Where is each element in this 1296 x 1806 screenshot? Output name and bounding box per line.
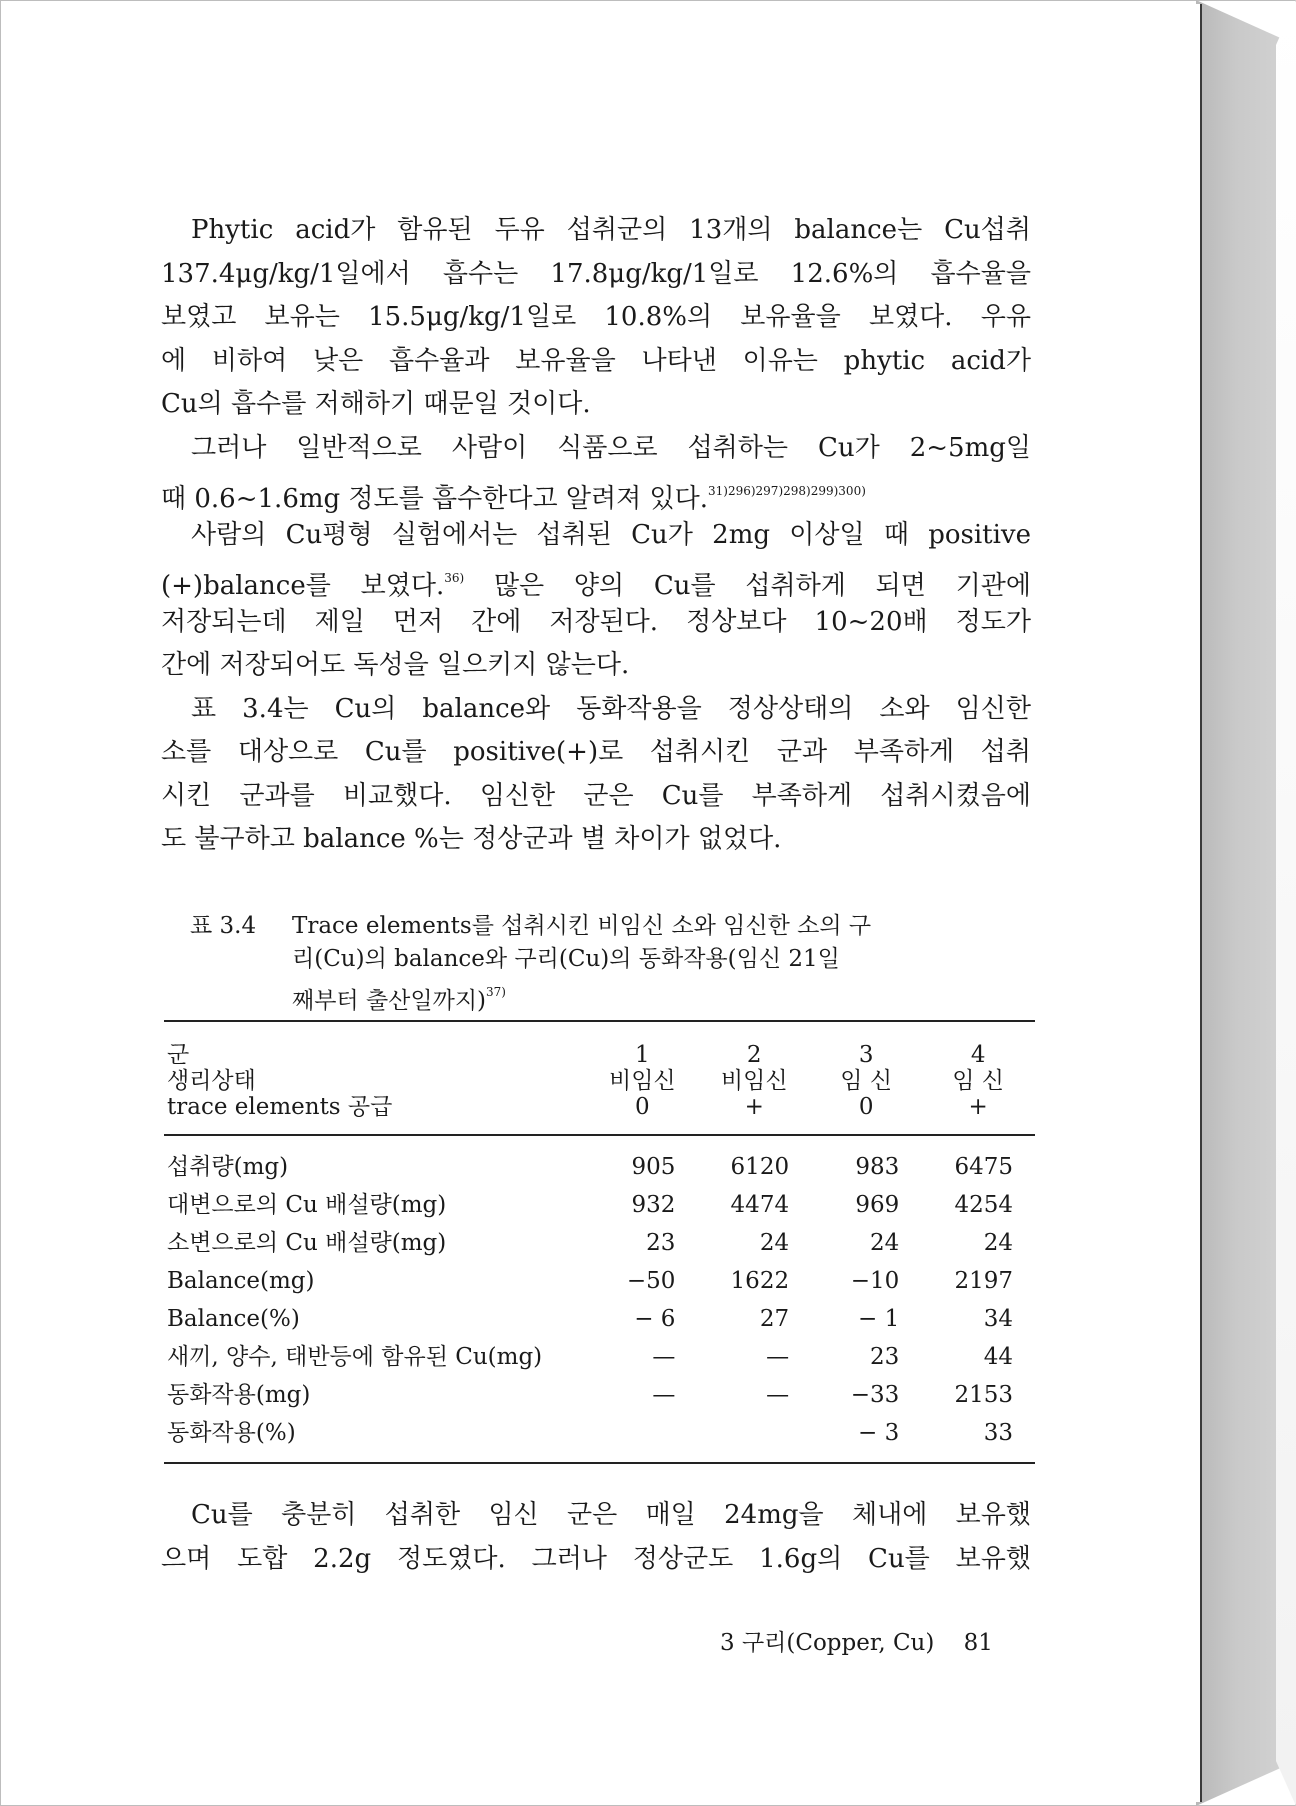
cell-value: 983 — [855, 1154, 900, 1180]
cell-value: — — [766, 1344, 790, 1370]
cell-value: − 1 — [858, 1306, 900, 1332]
table-row — [164, 1224, 1035, 1262]
text-line — [161, 470, 1031, 514]
group-state: 임 신 — [840, 1068, 893, 1094]
group-number: 3 — [811, 1021, 921, 1068]
page-number: 81 — [963, 1630, 993, 1656]
table-row — [164, 1376, 1035, 1414]
citation-ref: 36) — [444, 571, 465, 585]
caption-row — [190, 910, 950, 943]
cell-value: 23 — [869, 1344, 900, 1370]
cell-value: 6475 — [954, 1154, 1013, 1180]
text-line: 보였고 보유는 15.5μg/kg/1일로 10.8%의 보유율을 보였다. 우유 — [161, 302, 1031, 332]
row-label: Balance(%) — [167, 1306, 300, 1332]
caption-line: 리(Cu)의 balance와 구리(Cu)의 동화작용(임신 21일 — [292, 946, 840, 972]
cell-value: 44 — [983, 1344, 1013, 1370]
page-footer — [720, 1624, 993, 1657]
caption-line: Trace elements를 섭취시킨 비임신 소와 임신한 소의 구 — [292, 913, 872, 939]
group-supply: + — [697, 1094, 811, 1135]
cell-value: 2197 — [954, 1268, 1013, 1294]
text-line: Cu의 흡수를 저해하기 때문일 것이다. — [161, 389, 591, 419]
cell-value: −50 — [626, 1268, 676, 1294]
text-line: 그러나 일반적으로 사람이 식품으로 섭취하는 Cu가 2~5mg일 — [191, 432, 1031, 463]
row-label: 동화작용(mg) — [167, 1382, 311, 1408]
table-header-row — [164, 1068, 1035, 1094]
group-number: 4 — [921, 1021, 1035, 1068]
cell-value: 969 — [855, 1192, 900, 1218]
cell-value: − 6 — [634, 1306, 676, 1332]
header-label: trace elements 공급 — [164, 1094, 587, 1135]
row-label: 섭취량(mg) — [167, 1154, 289, 1180]
cell-value: 33 — [921, 1414, 1035, 1463]
text-line: Phytic acid가 함유된 두유 섭취군의 13개의 balance는 Cu섭취 — [191, 215, 1031, 245]
text-line: 도 불구하고 balance %는 정상군과 별 차이가 없었다. — [161, 824, 782, 854]
body-text — [161, 209, 1031, 862]
table-caption — [190, 910, 950, 1018]
cell-value — [587, 1414, 697, 1463]
text-line: 시킨 군과를 비교했다. 임신한 군은 Cu를 부족하게 섭취시켰음에 — [161, 780, 1031, 811]
table-row — [164, 1262, 1035, 1300]
cell-value: 4254 — [954, 1192, 1013, 1218]
header-label: 군 — [164, 1021, 587, 1068]
header-label: 생리상태 — [167, 1068, 256, 1094]
row-label: 대변으로의 Cu 배설량(mg) — [167, 1192, 447, 1218]
cell-value: 27 — [759, 1306, 790, 1332]
document-page — [4, 4, 1202, 1802]
text-span: (+)balance를 보였다. — [161, 571, 445, 601]
cell-value: 4474 — [730, 1192, 790, 1218]
citation-ref: 31)296)297)298)299)300) — [708, 484, 866, 498]
group-state: 비임신 — [608, 1068, 676, 1094]
running-head: 3 구리(Copper, Cu) — [720, 1630, 935, 1656]
cell-value: — — [652, 1344, 676, 1370]
text-line: 으며 도합 2.2g 정도였다. 그러나 정상군도 1.6g의 Cu를 보유했 — [161, 1543, 1031, 1574]
row-label: 동화작용(%) — [164, 1414, 587, 1463]
cell-value: 24 — [759, 1230, 790, 1256]
row-label: 새끼, 양수, 태반등에 함유된 Cu(mg) — [167, 1344, 543, 1370]
body-text-continued — [161, 1494, 1031, 1581]
cell-value: 2153 — [954, 1382, 1013, 1408]
group-state: 비임신 — [720, 1068, 788, 1094]
cell-value: 24 — [869, 1230, 900, 1256]
citation-ref: 37) — [486, 985, 506, 999]
row-label: 소변으로의 Cu 배설량(mg) — [167, 1230, 447, 1256]
cell-value: −10 — [850, 1268, 900, 1294]
caption-line — [190, 976, 950, 1018]
text-line — [161, 557, 1031, 601]
text-line: 표 3.4는 Cu의 balance와 동화작용을 정상상태의 소와 임신한 — [191, 693, 1031, 724]
caption-text: 째부터 출산일까지) — [292, 988, 487, 1014]
cell-value: 1622 — [730, 1268, 790, 1294]
text-span: 많은 양의 Cu를 섭취하게 되면 기관에 — [493, 571, 1031, 601]
caption-label: 표 3.4 — [190, 913, 257, 939]
book-spine-highlight — [1276, 0, 1296, 1806]
text-line: 소를 대상으로 Cu를 positive(+)로 섭취시킨 군과 부족하게 섭취 — [161, 737, 1031, 767]
table-header-row — [164, 1094, 1035, 1135]
group-number: 2 — [697, 1021, 811, 1068]
cell-value — [697, 1414, 811, 1463]
group-number: 1 — [587, 1021, 697, 1068]
table-row — [164, 1338, 1035, 1376]
group-supply: 0 — [587, 1094, 697, 1135]
cell-value: 6120 — [730, 1154, 790, 1180]
text-span: 때 0.6~1.6mg 정도를 흡수한다고 알려져 있다. — [161, 484, 708, 514]
text-line: 137.4μg/kg/1일에서 흡수는 17.8μg/kg/1일로 12.6%의 흡수율을 — [161, 258, 1031, 289]
text-line: 에 비하여 낮은 흡수율과 보유율을 나타낸 이유는 phytic acid가 — [161, 345, 1031, 376]
group-supply: + — [921, 1094, 1035, 1135]
table-row — [164, 1186, 1035, 1224]
cell-value: — — [652, 1382, 676, 1408]
cell-value: −33 — [850, 1382, 900, 1408]
group-supply: 0 — [811, 1094, 921, 1135]
text-line: 저장되는데 제일 먼저 간에 저장된다. 정상보다 10~20배 정도가 — [161, 606, 1031, 637]
row-label: Balance(mg) — [167, 1268, 315, 1294]
group-state: 임 신 — [952, 1068, 1004, 1094]
data-table — [164, 1020, 1035, 1464]
text-line: 간에 저장되어도 독성을 일으키지 않는다. — [161, 650, 630, 680]
cell-value: − 3 — [811, 1414, 921, 1463]
table-row — [164, 1300, 1035, 1338]
cell-value: 932 — [631, 1192, 676, 1218]
table-row — [164, 1135, 1035, 1186]
table-row — [164, 1414, 1035, 1463]
text-line: Cu를 충분히 섭취한 임신 군은 매일 24mg을 체내에 보유했 — [191, 1500, 1031, 1530]
table-header-row — [164, 1021, 1035, 1068]
text-line: 사람의 Cu평형 실험에서는 섭취된 Cu가 2mg 이상일 때 positive — [191, 519, 1031, 550]
cell-value: — — [766, 1382, 790, 1408]
cell-value: 905 — [631, 1154, 676, 1180]
cell-value: 23 — [646, 1230, 676, 1256]
cell-value: 34 — [983, 1306, 1013, 1332]
cell-value: 24 — [983, 1230, 1013, 1256]
